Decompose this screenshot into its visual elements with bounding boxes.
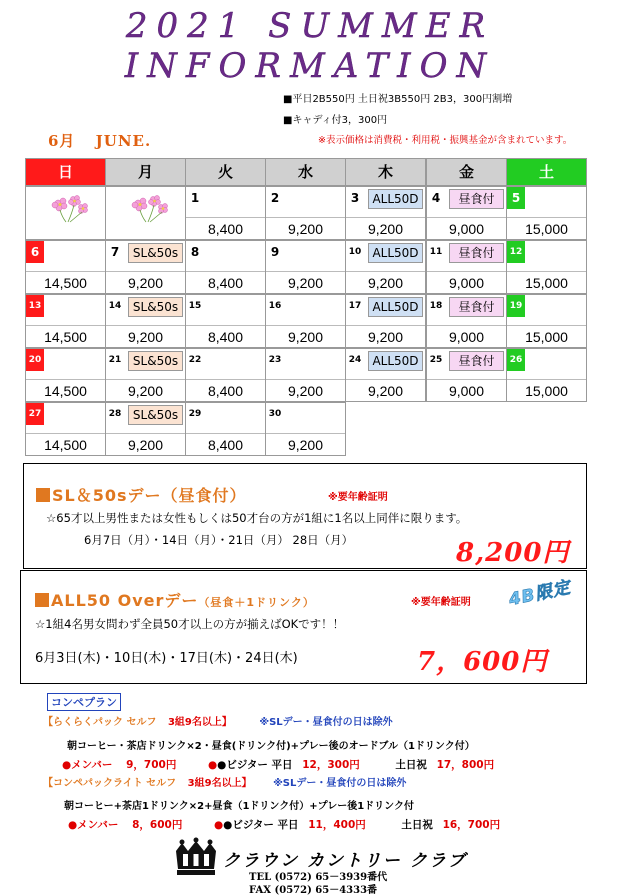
calendar-day-cell: [105, 240, 186, 294]
weekday-header: 土: [506, 158, 587, 186]
day-number: 17: [348, 301, 362, 311]
day-number: 8: [190, 245, 200, 259]
month-label: [48, 130, 165, 151]
lite-pack-row: [43, 774, 406, 789]
day-plan-tag: ALL50D: [368, 297, 423, 317]
day-number: 11: [429, 247, 443, 257]
day-plan-tag: ALL50D: [368, 351, 423, 371]
day-number: 12: [507, 241, 525, 263]
square-icon: [36, 488, 50, 502]
lite-pack-desc: 朝コーヒー+茶店1ドリンク×2+昼食（1ドリンク付）+プレー後1ドリンク付: [64, 801, 414, 812]
sl-day-dates: 6月7日（月）・14日（月）・21日（月） 28日（月）: [84, 533, 354, 547]
weekday-header: 水: [265, 158, 346, 186]
day-number: 25: [429, 355, 443, 365]
all50-box: [20, 570, 587, 684]
weekday-header: 火: [185, 158, 266, 186]
calendar-day-cell: [345, 186, 426, 240]
day-price: 9,200: [266, 325, 345, 347]
day-price: 9,200: [266, 271, 345, 293]
day-plan-tag: ALL50D: [368, 243, 423, 263]
day-plan-tag: SL&50s: [128, 351, 183, 371]
lite-pack-excl: ※SLデー・昼食付の日は除外: [273, 778, 407, 789]
day-plan-tag: SL&50s: [128, 243, 183, 263]
raku-pack-row: [43, 713, 393, 728]
all50-price: 7，600円: [417, 647, 548, 677]
day-price: 9,200: [346, 217, 425, 239]
day-price: 9,200: [346, 271, 425, 293]
calendar-day-cell: [506, 348, 587, 402]
crown-logo-icon: [173, 837, 219, 881]
tel-number: TEL (0572) 65－3939番代: [249, 872, 388, 883]
day-price: 14,500: [26, 433, 105, 455]
day-number: 13: [26, 295, 44, 317]
day-price: 9,000: [427, 325, 506, 347]
calendar-day-cell: [185, 186, 266, 240]
day-number: 18: [429, 301, 443, 311]
day-number: 7: [110, 245, 120, 259]
calendar-day-cell: [185, 294, 266, 348]
fee-note-line1: ■平日2B550円 土日祝3B550円 2B3，300円割増: [283, 94, 513, 105]
day-price: 14,500: [26, 379, 105, 401]
calendar-day-cell: [25, 240, 106, 294]
sl-day-box: [23, 463, 587, 569]
calendar-day-cell: [185, 348, 266, 402]
day-plan-tag: 昼食付: [449, 189, 504, 209]
compe-header: コンペプラン: [47, 693, 121, 711]
calendar-day-cell: [265, 402, 346, 456]
day-plan-tag: SL&50s: [128, 297, 183, 317]
calendar-day-cell: [265, 240, 346, 294]
month-jp: 6月: [48, 132, 76, 150]
day-price: 9,200: [106, 325, 185, 347]
weekday-header: 木: [345, 158, 426, 186]
day-number: 28: [108, 409, 122, 419]
day-price: 9,000: [427, 271, 506, 293]
calendar-day-cell: [426, 186, 507, 240]
day-price: 9,200: [266, 433, 345, 455]
raku-pack-name: 【らくらくパック セルフ: [43, 717, 157, 728]
day-price: 14,500: [26, 325, 105, 347]
calendar-day-cell: [345, 294, 426, 348]
day-number: 9: [270, 245, 280, 259]
day-number: 1: [190, 191, 200, 205]
calendar-day-cell: [265, 186, 346, 240]
day-number: 27: [26, 403, 44, 425]
day-number: 24: [348, 355, 362, 365]
raku-pack-desc: 朝コーヒー・茶店ドリンク×2・昼食(ドリンク付)+プレー後のオードブル（1ドリンク付）: [67, 741, 475, 752]
club-logo-text: クラウン カントリー クラブ: [223, 851, 467, 871]
four-ball-badge: 4B限定: [507, 577, 573, 611]
weekday-header: 月: [105, 158, 186, 186]
square-icon: [35, 593, 49, 607]
sl-day-cert: ※要年齢証明: [328, 492, 388, 503]
calendar-day-cell: [25, 402, 106, 456]
calendar-day-cell: [265, 348, 346, 402]
page-title: 2021 SUMMER INFORMATION: [124, 6, 496, 86]
calendar-day-cell: [105, 402, 186, 456]
calendar-day-cell: [426, 294, 507, 348]
lite-pack-req: 3組9名以上】: [187, 778, 252, 789]
day-plan-tag: 昼食付: [449, 351, 504, 371]
day-price: 9,200: [106, 433, 185, 455]
day-number: 10: [348, 247, 362, 257]
day-price: 8,400: [186, 217, 265, 239]
day-number: 21: [108, 355, 122, 365]
day-price: 15,000: [507, 379, 586, 401]
all50-text: ☆1組4名男女問わず全員50才以上の方が揃えばOKです！！: [35, 617, 345, 631]
day-number: 14: [108, 301, 122, 311]
day-price: 8,400: [186, 325, 265, 347]
calendar-day-cell: [185, 402, 266, 456]
day-number: 15: [188, 301, 202, 311]
day-number: 22: [188, 355, 202, 365]
day-number: 19: [507, 295, 525, 317]
day-price: 9,000: [427, 379, 506, 401]
day-number: 30: [268, 409, 282, 419]
day-price: 15,000: [507, 217, 586, 239]
flower-icon: [128, 193, 172, 223]
weekday-header: 日: [25, 158, 106, 186]
sl-day-title: SL＆50sデー（昼食付）: [36, 483, 247, 506]
day-plan-tag: 昼食付: [449, 243, 504, 263]
raku-pack-excl: ※SLデー・昼食付の日は除外: [259, 717, 393, 728]
fee-note-line2: ■キャディ付3，300円: [283, 115, 388, 126]
day-price: 9,200: [266, 379, 345, 401]
raku-pack-req: 3組9名以上】: [167, 717, 232, 728]
day-price: 8,400: [186, 433, 265, 455]
day-price: 15,000: [507, 271, 586, 293]
raku-pack-prices: ●メンバー 9，700円 ●●ビジター 平日 12，300円 土日祝 17，800円: [62, 759, 495, 771]
day-price: 9,000: [427, 217, 506, 239]
day-number: 6: [26, 241, 44, 263]
calendar-day-cell: [185, 240, 266, 294]
month-en: JUNE.: [95, 132, 152, 150]
day-number: 20: [26, 349, 44, 371]
all50-cert: ※要年齢証明: [411, 597, 471, 608]
calendar-day-cell: [506, 294, 587, 348]
day-price: 8,400: [186, 379, 265, 401]
day-number: 5: [507, 187, 525, 209]
day-price: 9,200: [346, 325, 425, 347]
fax-number: FAX (0572) 65－4333番: [249, 885, 378, 896]
calendar-day-cell: [105, 294, 186, 348]
weekday-header: 金: [426, 158, 507, 186]
day-plan-tag: ALL50D: [368, 189, 423, 209]
calendar-day-cell: [265, 294, 346, 348]
calendar-day-cell: [345, 240, 426, 294]
all50-title: ALL50 Overデー（昼食＋1ドリンク）: [35, 588, 315, 611]
day-price: 9,200: [266, 217, 345, 239]
day-number: 3: [350, 191, 360, 205]
calendar-day-cell: [426, 240, 507, 294]
calendar-day-cell: [506, 240, 587, 294]
calendar-day-cell: [345, 348, 426, 402]
day-plan-tag: 昼食付: [449, 297, 504, 317]
day-number: 23: [268, 355, 282, 365]
sl-day-price: 8,200円: [456, 538, 570, 568]
calendar-day-cell: [506, 186, 587, 240]
calendar-day-cell: [25, 294, 106, 348]
day-price: 9,200: [346, 379, 425, 401]
day-price: 8,400: [186, 271, 265, 293]
calendar-day-cell: [105, 348, 186, 402]
tax-note: ※表示価格は消費税・利用税・振興基金が含まれています。: [318, 135, 573, 146]
day-price: 9,200: [106, 271, 185, 293]
all50-dates: 6月3日(木)・10日(木)・17日(木)・24日(木): [35, 651, 298, 666]
day-number: 26: [507, 349, 525, 371]
lite-pack-prices: ●メンバー 8，600円 ●●ビジター 平日 11，400円 土日祝 16，700円: [68, 819, 501, 831]
flower-icon: [48, 193, 92, 223]
calendar-day-cell: [426, 348, 507, 402]
day-number: 4: [431, 191, 441, 205]
sl-day-text: ☆65才以上男性または女性もしくは50才台の方が1組に1名以上同伴に限ります。: [46, 511, 468, 525]
day-price: 14,500: [26, 271, 105, 293]
day-number: 16: [268, 301, 282, 311]
day-price: 9,200: [106, 379, 185, 401]
day-number: 29: [188, 409, 202, 419]
day-plan-tag: SL&50s: [128, 405, 183, 425]
lite-pack-name: 【コンペパックライト セルフ: [43, 778, 177, 789]
day-price: 15,000: [507, 325, 586, 347]
calendar-day-cell: [25, 348, 106, 402]
day-number: 2: [270, 191, 280, 205]
calendar-empty-cell: [105, 186, 186, 240]
calendar-empty-cell: [25, 186, 106, 240]
